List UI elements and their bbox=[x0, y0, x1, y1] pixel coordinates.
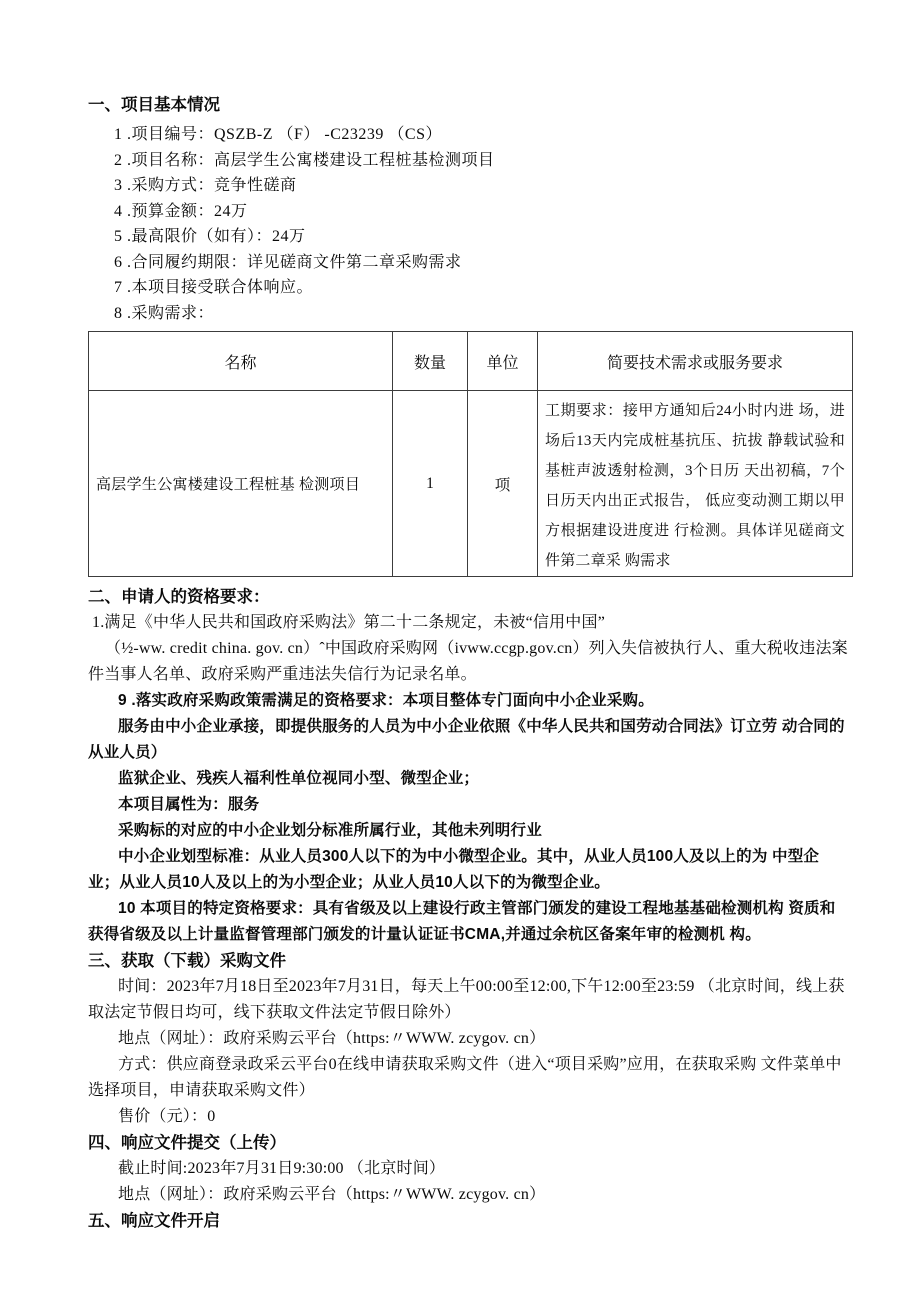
table-header-row bbox=[89, 332, 853, 391]
submission-deadline: 截止时间:2023年7月31日9:30:00 （北京时间） bbox=[118, 1160, 446, 1177]
qualification-service-clause: 服务由中小企业承接，即提供服务的人员为中小企业依照《中华人民共和国劳动合同法》订立劳 动合同的从业人员） bbox=[88, 718, 845, 761]
item-procurement-demand: 8 .采购需求： bbox=[114, 304, 215, 322]
download-price: 售价（元）：0 bbox=[118, 1108, 216, 1125]
table-row bbox=[89, 391, 853, 577]
cell-unit: 项 bbox=[468, 391, 538, 577]
submission-location: 地点（网址）：政府采购云平台（https:〃WWW. zcygov. cn） bbox=[118, 1186, 546, 1203]
item-procurement-method: 3 .采购方式：竞争性磋商 bbox=[114, 177, 297, 194]
section3-heading: 三、获取（下载）采购文件 bbox=[88, 952, 286, 970]
cell-item-name: 高层学生公寓楼建设工程桩基 检测项目 bbox=[89, 391, 393, 577]
section4-heading: 四、响应文件提交（上传） bbox=[88, 1134, 286, 1152]
download-time: 时间：2023年7月18日至2023年7月31日，每天上午00:00至12:00,下午12:00至23:59 （北京时间，线上获取法定节假日均可，线下获取文件法定节假日除外） bbox=[88, 978, 845, 1021]
qualification-policy-clause: 9 .落实政府采购政策需满足的资格要求：本项目整体专门面向中小企业采购。 bbox=[118, 692, 654, 709]
qualification-specific-clause: 10 本项目的特定资格要求：具有省级及以上建设行政主管部门颁发的建设工程地基基础检测机构 资质和获得省级及以上计量监督管理部门颁发的计量认证证书CMA,并通过余杭区备案年审的检测机 构。 bbox=[88, 900, 836, 943]
qualification-prison-clause: 监狱企业、残疾人福利性单位视同小型、微型企业； bbox=[118, 770, 480, 787]
section1-item-list bbox=[88, 122, 848, 326]
column-header-requirements: 简要技术需求或服务要求 bbox=[538, 332, 853, 391]
procurement-spec-table bbox=[88, 331, 853, 577]
cell-quantity: 1 bbox=[393, 391, 468, 577]
column-header-name: 名称 bbox=[89, 332, 393, 391]
qualification-attribute-clause: 本项目属性为：服务 bbox=[118, 796, 260, 813]
section5-heading: 五、响应文件开启 bbox=[88, 1212, 220, 1230]
qualification-credit-clause: （½-ww. credit china. gov. cn）ˆ中国政府采购网（ivww.ccgp.gov.cn）列入失信被执行人、重大税收违法案件当事人名单、政府采购严重违法失信行为记录名单。 bbox=[88, 640, 848, 683]
column-header-unit: 单位 bbox=[468, 332, 538, 391]
download-location: 地点（网址）：政府采购云平台（https:〃WWW. zcygov. cn） bbox=[118, 1030, 546, 1047]
download-method: 方式：供应商登录政采云平台0在线申请获取采购文件（进入“项目采购”应用，在获取采购 文件菜单中选择项目，申请获取采购文件） bbox=[88, 1056, 842, 1099]
cell-requirements: 工期要求：接甲方通知后24小时内进 场，进场后13天内完成桩基抗压、抗拔 静载试验和基桩声波透射检测，3个日历 天出初稿，7个日历天内出正式报告， 低应变动测工期以甲方根据建设进度进 行检测。具体详见磋商文件第二章采 购需求 bbox=[538, 391, 853, 577]
section1-heading: 一、项目基本情况 bbox=[88, 96, 220, 114]
item-price-ceiling: 5 .最高限价（如有）：24万 bbox=[114, 228, 306, 245]
section2-heading: 二、申请人的资格要求： bbox=[88, 588, 270, 606]
item-project-name: 2 .项目名称：高层学生公寓楼建设工程桩基检测项目 bbox=[114, 151, 495, 169]
item-budget: 4 .预算金额：24万 bbox=[114, 202, 248, 220]
item-project-number: 1 .项目编号：QSZB-Z （F） -C23239 （CS） bbox=[114, 126, 442, 143]
qualification-industry-clause: 采购标的对应的中小企业划分标准所属行业，其他未列明行业 bbox=[118, 822, 542, 839]
qualification-law-clause: 1.满足《中华人民共和国政府采购法》第二十二条规定，未被“信用中国” bbox=[92, 614, 606, 631]
item-contract-period: 6 .合同履约期限：详见磋商文件第二章采购需求 bbox=[114, 253, 462, 271]
column-header-quantity: 数量 bbox=[393, 332, 468, 391]
item-consortium: 7 .本项目接受联合体响应。 bbox=[114, 279, 314, 296]
qualification-standard-clause: 中小企业划型标准：从业人员300人以下的为中小微型企业。其中，从业人员100人及以上的为 中型企业；从业人员10人及以上的为小型企业；从业人员10人以下的为微型企业。 bbox=[88, 848, 820, 891]
